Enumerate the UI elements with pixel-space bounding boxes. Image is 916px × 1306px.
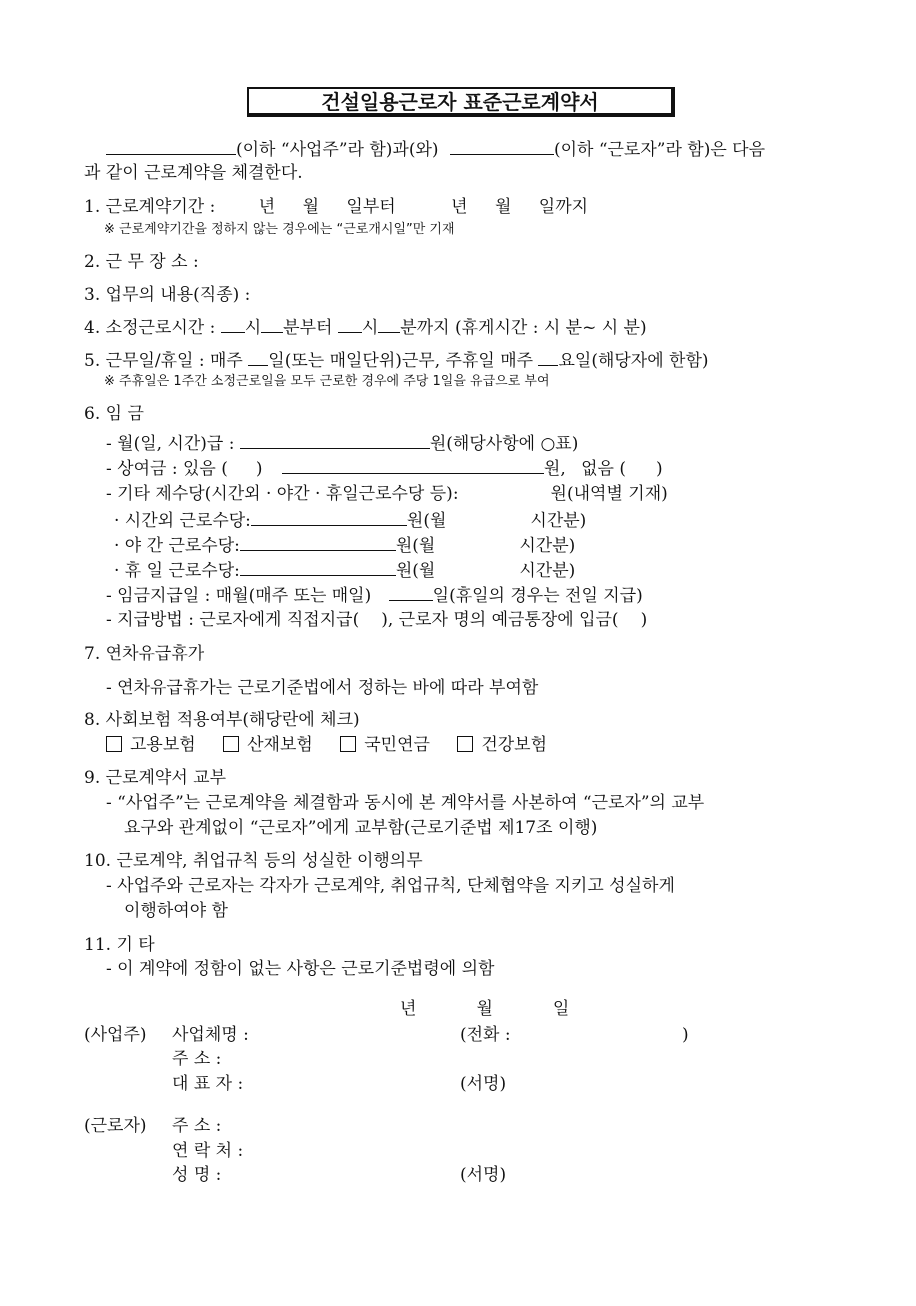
section-5-workdays: 5. 근무일/휴일 : 매주 일(또는 매일단위)근무, 주휴일 매주 요일(해당자에 한함) [84,351,709,371]
checkbox-icon[interactable] [106,736,122,752]
section-7-annual-leave: 7. 연차유급휴가 [84,644,205,664]
other-line: - 이 계약에 정함이 없는 사항은 근로기준법령에 의함 [106,959,495,979]
bonus-amount-blank[interactable] [282,457,544,474]
insurance-option-industrial-accident[interactable]: 산재보험 [223,734,313,756]
employer-role-label: (사업주) [84,1025,147,1045]
section-1-note: ※ 근로계약기간을 정하지 않는 경우에는 “근로개시일”만 기재 [104,222,455,237]
section-2-workplace: 2. 근 무 장 소 : [84,252,199,272]
holiday-amount-blank[interactable] [240,559,396,576]
overtime-allowance-line: · 시간외 근로수당: 원(월 시간분) [114,511,587,531]
start-year[interactable]: 년 [258,197,276,217]
start-minute-blank[interactable] [261,316,283,333]
employee-address-label: 주 소 : [172,1116,222,1136]
wage-amount-blank[interactable] [240,432,430,449]
payday-blank[interactable] [389,584,433,601]
weekly-holiday-blank[interactable] [538,349,558,366]
insurance-option-employment[interactable]: 고용보험 [106,734,196,756]
section-10-obligations: 10. 근로계약, 취업규칙 등의 성실한 이행의무 [84,851,423,871]
section-8-social-insurance: 8. 사회보험 적용여부(해당란에 체크) [84,710,360,730]
annual-leave-line: - 연차유급휴가는 근로기준법에서 정하는 바에 따라 부여함 [106,678,539,698]
start-day[interactable]: 일부터 [346,197,396,217]
delivery-line-2: 요구와 관계없이 “근로자”에게 교부함(근로기준법 제17조 이행) [124,818,598,838]
night-allowance-line: · 야 간 근로수당: 원(월 시간분) [114,536,576,556]
end-day[interactable]: 일까지 [538,197,589,217]
checkbox-icon[interactable] [223,736,239,752]
break-time: (휴게시간 : 시 분~ 시 분) [454,318,647,338]
contract-date [400,998,569,1020]
section-5-note: ※ 주휴일은 1주간 소정근로일을 모두 근로한 경우에 주당 1일을 유급으로 부여 [104,374,550,389]
insurance-options [106,734,569,756]
employee-signature[interactable]: (서명) [460,1165,507,1185]
date-month[interactable]: 월 [476,999,493,1019]
employee-role-label: (근로자) [84,1116,147,1136]
delivery-line-1: - “사업주”는 근로계약을 체결함과 동시에 본 계약서를 사본하여 “근로자”의 교부 [106,793,705,813]
employer-phone-label: (전화 : [460,1025,511,1045]
payment-method-line: - 지급방법 : 근로자에게 직접지급( ), 근로자 명의 예금통장에 입금( ) [106,610,648,630]
insurance-option-national-pension[interactable]: 국민연금 [340,734,430,756]
payday-line: - 임금지급일 : 매월(매주 또는 매일) 일(휴일의 경우는 전일 지급) [106,586,643,606]
employer-signature[interactable]: (서명) [460,1074,507,1094]
insurance-option-health[interactable]: 건강보험 [457,734,547,756]
employer-company-label: 사업체명 : [172,1025,249,1045]
obligations-line-2: 이행하여야 함 [124,901,228,921]
employee-name-blank[interactable] [450,138,554,155]
employer-phone-close: ) [682,1025,689,1045]
obligations-line-1: - 사업주와 근로자는 각자가 근로계약, 취업규칙, 단체협약을 지키고 성실하게 [106,876,675,896]
date-year[interactable]: 년 [400,999,417,1019]
section-9-contract-delivery: 9. 근로계약서 교부 [84,768,226,788]
document-title: 건설일용근로자 표준근로계약서 [247,87,675,117]
workdays-blank[interactable] [248,349,268,366]
start-hour-blank[interactable] [221,316,245,333]
night-amount-blank[interactable] [240,534,396,551]
intro-line-1: (이하 “사업주”라 함)과(와) (이하 “근로자”라 함)은 다음 [106,138,765,161]
section-1-contract-period: 1. 근로계약기간 : 년 월 일부터 년 월 일까지 [84,197,589,217]
section-11-other: 11. 기 타 [84,935,155,955]
end-year[interactable]: 년 [451,197,468,217]
bonus-line: - 상여금 : 있음 ( ) 원, 없음 ( ) [106,459,663,479]
section-4-working-hours: 4. 소정근로시간 : 시 분부터 시 분까지 (휴게시간 : 시 분~ 시 분) [84,318,647,338]
employer-representative-label: 대 표 자 : [172,1074,244,1094]
section-6-wage: 6. 임 금 [84,404,144,424]
overtime-amount-blank[interactable] [251,509,407,526]
wage-line: - 월(일, 시간)급 : 원(해당사항에 ○표) [106,434,579,454]
end-hour-blank[interactable] [338,316,362,333]
employee-contact-label: 연 락 처 : [172,1141,244,1161]
end-minute-blank[interactable] [378,316,400,333]
section-3-job-description: 3. 업무의 내용(직종) : [84,285,251,305]
end-month[interactable]: 월 [494,197,512,217]
employer-name-blank[interactable] [106,138,236,155]
checkbox-icon[interactable] [340,736,356,752]
employee-name-label: 성 명 : [172,1165,222,1185]
checkbox-icon[interactable] [457,736,473,752]
allowance-line: - 기타 제수당(시간외 · 야간 · 휴일근로수당 등): 원(내역별 기재) [106,484,668,504]
intro-line-2: 과 같이 근로계약을 체결한다. [84,163,303,183]
employer-address-label: 주 소 : [172,1049,222,1069]
holiday-allowance-line: · 휴 일 근로수당: 원(월 시간분) [114,561,576,581]
start-month[interactable]: 월 [302,197,319,217]
date-day[interactable]: 일 [552,999,570,1019]
